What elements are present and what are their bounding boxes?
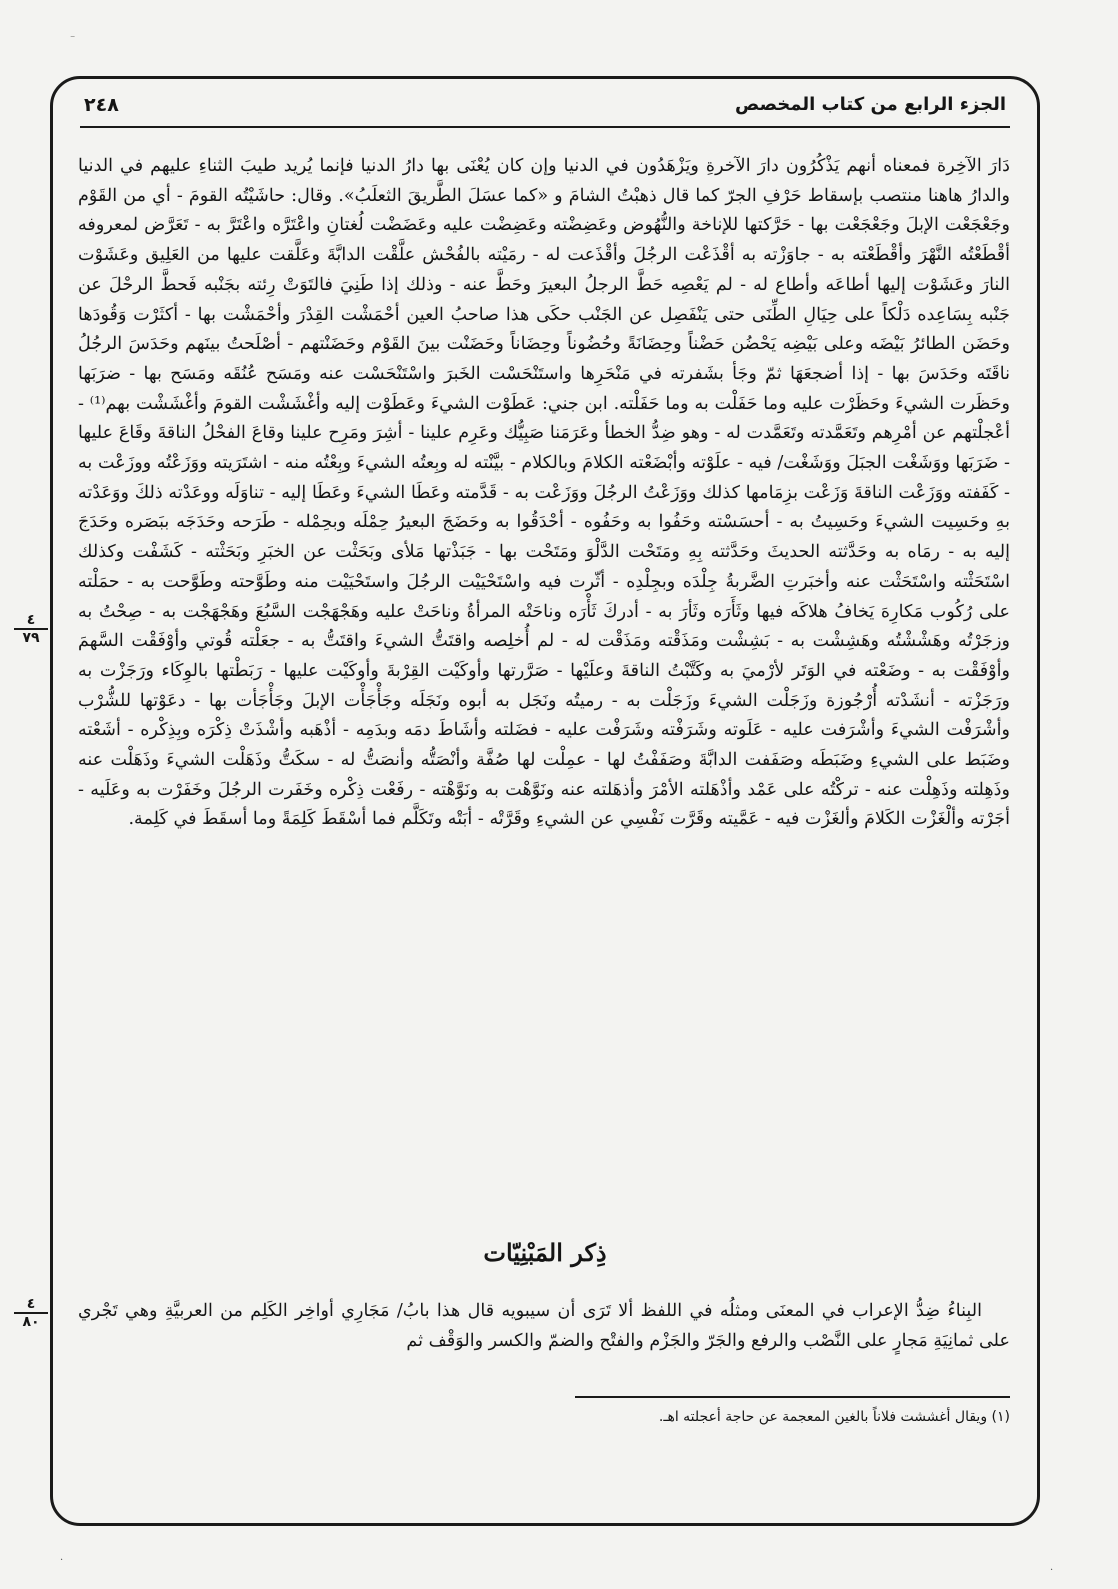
margin-reference-page: ٨٠	[14, 1312, 48, 1330]
page-number: ٢٤٨	[84, 94, 119, 116]
margin-reference	[14, 612, 48, 646]
margin-reference-volume: ٤	[26, 1296, 36, 1312]
margin-reference	[14, 1296, 48, 1330]
section-heading: ذِكر المَبْنِيّات	[483, 1238, 607, 1267]
footnote: (١) ويقال أغششت فلاناً بالغين المعجمة عن حاجة أعجلته اهـ.	[658, 1409, 1010, 1425]
page-header	[80, 92, 1010, 128]
scan-speck: ⁻	[70, 34, 76, 45]
margin-reference-page: ٧٩	[14, 628, 48, 646]
footnote-divider	[575, 1396, 1010, 1398]
main-text-block: دَارَ الآخِرة فمعناه أنهم يَذْكُرُون دارَ الآخرةِ ويَزْهَدُون في الدنيا وإن كان يُعْنَى بها دارُ الدنيا فإنما يُريد طيبَ الثناءِ عليهم في الدنيا والدارُ هاهنا منتصب بإسقاط حَرْفِ الجرّ كما قال ذهبْتُ الشامَ و «كما عسَلَ الطَّريقَ الثعلَبُ». وقال: حاشَيْتُه القومَ - أي من القَوْم وجَعْجَعْت الإبلَ وجَعْجَعْت بها - حَرَّكتها للإناخة والنُّهُوض وعَضِضْته وعَضِضْت عليه وعَضَضْت لُغتانِ واعْتَرَّه واعْتَرَّ به - تَعَرَّض لمعروفه أقْطَعْتُه النَّهْرَ وأقْطَعْته به - جاوَزْته به أقْذَعْت الرجُلَ وأقْذَعت له - رمَيْته بالفُحْش علَّقْت الدابَّةَ وعَلَّقت عليها من العَلِيق وعَشَوْت النارَ وعَشَوْت إليها أطاعَه وأطاع له - لم يَعْصِه حَطَّ الرجلُ البعيرَ وحَطَّ عنه - وذلك إذا طَنِيَ فالتَوَتْ رِئته بجَنْبه فَحطَّ الرحْلَ عن جَنْبه بِسَاعِده دَلْكاً على حِيَالِ الطِّنَى حتى يَنْفَصِل عن الجَنْب حكَى هذا صاحبُ العين أحْمَشْت القِدْرَ وأحْمَشْت بها - أكثَرْت وَقُودَها وحَضَن الطائرُ بَيْضَه وعلى بَيْضِه يَحْضُن حَضْناً وحِضَانَةً وحُضُوناً وحِضَاناً وحَضَنْت بينَ القَوْم وحَضَنْتهم - أصْلَحتُ بينَهم وحَدَسَ الرجُلُ ناقَتَه وحَدَسَ بها - إذا أضجعَهَا ثمّ وجَأ بشَفرته في مَنْحَرِها واستَنْحَسْت الخَبرَ واسْتَنْحَسْت عنه ومَسَح عُنُقَه ومَسَح بها - ضرَبَها وحَظَرت الشيءَ وحَظَرْت عليه وما حَفَلْت به وما حَفَلْته. ابن جني: عَطَوْت الشيءَ وعَطَوْت إليه وأغْشَشْت القومَ وأغْشَشْت بهم⁽¹⁾ - أعْجلْتهم عن أمْرِهم وتَعَمَّدته وتَعَمَّدت له - وهو ضِدُّ الخطأ وعَرَمَنا صَبِيُّك وعَرِم علينا - أشِرَ ومَرِح علينا وقاعَ الفحْلُ الناقةَ وقَاعَ عليها - ضَرَبَها ووَشَغْت الجبَلَ ووَشَغْت/ فيه - علَوْته وأبْضَعْته الكلامَ وبالكلام - بيَّنْته له وبِعتُه الشيءَ وبِعْتُه منه - اشتَرَيته ووَزَعْتُه ووزَعْت به - كَفَفته ووَزَعْت الناقةَ وَزَعْت بزِمَامها كذلك ووَزَعْتُ الرجُلَ ووَزَعْت به - قَدَّمته وعَطَا الشيءَ وعَطَا إليه - تناوَلَه ووعَدْته ذلكَ ووَعَدْته بهِ وحَسِيت الشيءَ وحَسِيتُ به - أحسَسْته وحَفُوا به وحَفُوه - أحْدَقُوا به وحَضَجَ البعيرُ حِمْلَه وبحِمْله - طَرَحه وحَدَجَه ببَصَره وحَدَجَ إليه به - رمَاه به وحَدَّثته الحديثَ وحَدَّثته بِهِ ومَتَحْت الدَّلْوَ ومَتَحْت بها - جَبَذْتها مَلأى وبَحَثْت عن الخبَرِ وبَحَثْته - كَشَفْت وكذلك اسْتَحَثْته واسْتَحَثْت عنه وأخبَرتِ الضَّربةُ جِلْدَه وبجِلْدِه - أثّرت فيه واسْتَحْيَيْت الرجُلَ واستَحْيَيْت منه وطَوَّحته وطَوَّحت به - حمَلْته على رُكُوب مَكارِهَ يَخافُ هلاكَه فيها وثَأَرَه وثَأرَ به - أدركَ ثَأْرَه وناحَتْه المرأةُ وناحَتْ عليه وهَجْهَجْت السَّبُعَ وهَجْهَجْت به - صِحْتُ به وزجَرْتُه وهَشْشْتُه وهَشِشْت به - بَشِشْت ومَذَقْته ومَذَقْت له - لم أُخلِصه واقتَتُّ الشيءَ واقتَتُّ به - جعَلْته قُوتي وأوْفَقْت السَّهمَ وأوْفَقْت به - وضَعْته في الوَتَر لأرْميَ به وكَتَّبْتُ الناقةَ وعلَيْها - صَرَّرتها وأوكَيْت القِرْبةَ وأوكَيْت عليها - رَبَطْتها بالوِكَاء ورَجَزْت به ورَجَزْته - أنشَدْته أُرْجُوزة وزَجَلْت الشيءَ وزَجَلْت به - رميتُه ونَجَل به أبوه ونَجَلَه وجَأْجَأْت الإبلَ وجَأْجَأت بها - دعَوْتها للشُّرْب وأشْرَفْت الشيءَ وأشْرَفت عليه - عَلَوته وشَرَفْته وشَرَفْت عليه - فضَلته وأشَاطَ دمَه وبدَمِه - أذْهَبه وأشْذَتْ ذِكْرَه وبِذِكْره - أشَعْته وضَبَط على الشيءِ وضَبَطَه وصَفَفت الدابَّةَ وصَفَفْتُ لها - عمِلْت لها صُفَّة وأنْصَتُّه وأنصَتُّ له - سكَتُّ وذَهَلْت الشيءَ وذَهَلْت عنه وذَهِلته وذَهِلْت عنه - تركْتُه على عَمْد وأذْهَلته الأمْرَ وأذهَلته عنه ونَوَّهْت به ونَوَّهْته - رفَعْت ذِكْره وخَفَرت الرجُلَ وخَفَرْت به وعَلَيه - أجَرْته وألْغَزْت الكَلامَ وألغَزْت فيه - عَمَّيته وقَرَّت نَفْسِي عن الشيءِ وقَرَّتْه - أبَتْه وتَكَلَّم فما أسْقَطَ كَلِمَةً وما أسقَطَ في كَلِمة.	[78, 156, 1010, 830]
running-title: الجزء الرابع من كتاب المخصص	[735, 94, 1006, 115]
margin-reference-volume: ٤	[26, 612, 36, 628]
section-text: البِناءُ ضِدُّ الإعراب في المعنَى ومثلُه في اللفظ ألا تَرَى أن سيبويه قال هذا بابُ/ مَجَارِي أواخِر الكَلِم من العربيَّةِ وهي تَجْري على ثمانِيَةِ مَجارٍ على النَّصْب والرفع والجَرّ والجَزْم والفتْح والضمّ والكسر والوَقْف ثم	[78, 1301, 1010, 1351]
scan-speck: ·	[60, 1555, 64, 1566]
scan-speck: ·	[1050, 1565, 1054, 1576]
